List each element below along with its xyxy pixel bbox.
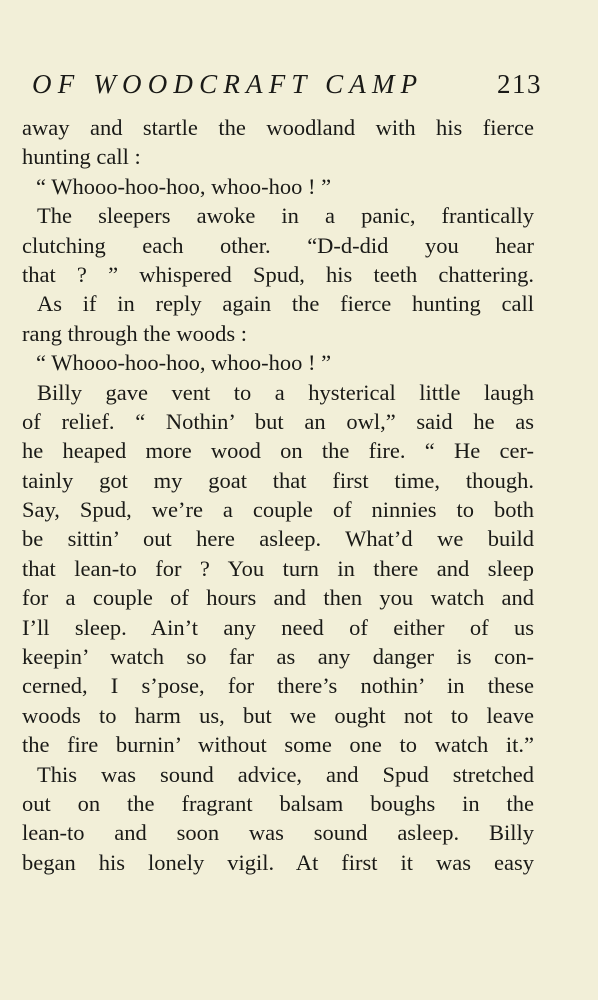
text-line: be sittin’ out here asleep. What’d we build bbox=[22, 526, 534, 552]
text-line: “ Whooo-hoo-hoo, whoo-hoo ! ” bbox=[36, 350, 332, 376]
text-line: he heaped more wood on the fire. “ He cer- bbox=[22, 438, 534, 464]
text-line: tainly got my goat that first time, though. bbox=[22, 467, 534, 493]
text-line: that lean-to for ? You turn in there and sleep bbox=[22, 555, 534, 581]
text-line: Say, Spud, we’re a couple of ninnies to both bbox=[22, 497, 534, 523]
text-line: clutching each other. “D-d-did you hear bbox=[22, 232, 534, 258]
page-number: 213 bbox=[497, 69, 542, 99]
text-line: for a couple of hours and then you watch and bbox=[22, 585, 534, 611]
text-line: began his lonely vigil. At first it was easy bbox=[22, 849, 534, 875]
body-text bbox=[22, 113, 534, 877]
running-head: OF WOODCRAFT CAMP bbox=[32, 69, 424, 99]
text-line: cerned, I s’pose, for there’s nothin’ in these bbox=[22, 673, 534, 699]
text-line: out on the fragrant balsam boughs in the bbox=[22, 790, 534, 816]
text-line: keepin’ watch so far as any danger is con- bbox=[22, 644, 534, 670]
text-line: The sleepers awoke in a panic, frantically bbox=[37, 203, 534, 229]
text-line: away and startle the woodland with his fierce bbox=[22, 115, 534, 140]
text-line: lean-to and soon was sound asleep. Billy bbox=[22, 820, 534, 846]
text-line: “ Whooo-hoo-hoo, whoo-hoo ! ” bbox=[36, 173, 332, 199]
page-header bbox=[32, 66, 542, 102]
text-line: woods to harm us, but we ought not to leave bbox=[22, 702, 534, 728]
text-line: rang through the woods : bbox=[22, 320, 247, 346]
text-line: that ? ” whispered Spud, his teeth chattering. bbox=[22, 261, 534, 287]
text-line: of relief. “ Nothin’ but an owl,” said he as bbox=[22, 408, 534, 434]
text-line: hunting call : bbox=[22, 144, 141, 170]
text-line: I’ll sleep. Ain’t any need of either of us bbox=[22, 614, 534, 640]
text-line: the fire burnin’ without some one to watch it.” bbox=[22, 732, 534, 758]
text-line: This was sound advice, and Spud stretched bbox=[37, 761, 534, 787]
text-line: Billy gave vent to a hysterical little laugh bbox=[37, 379, 534, 405]
text-line: As if in reply again the fierce hunting call bbox=[37, 291, 534, 317]
